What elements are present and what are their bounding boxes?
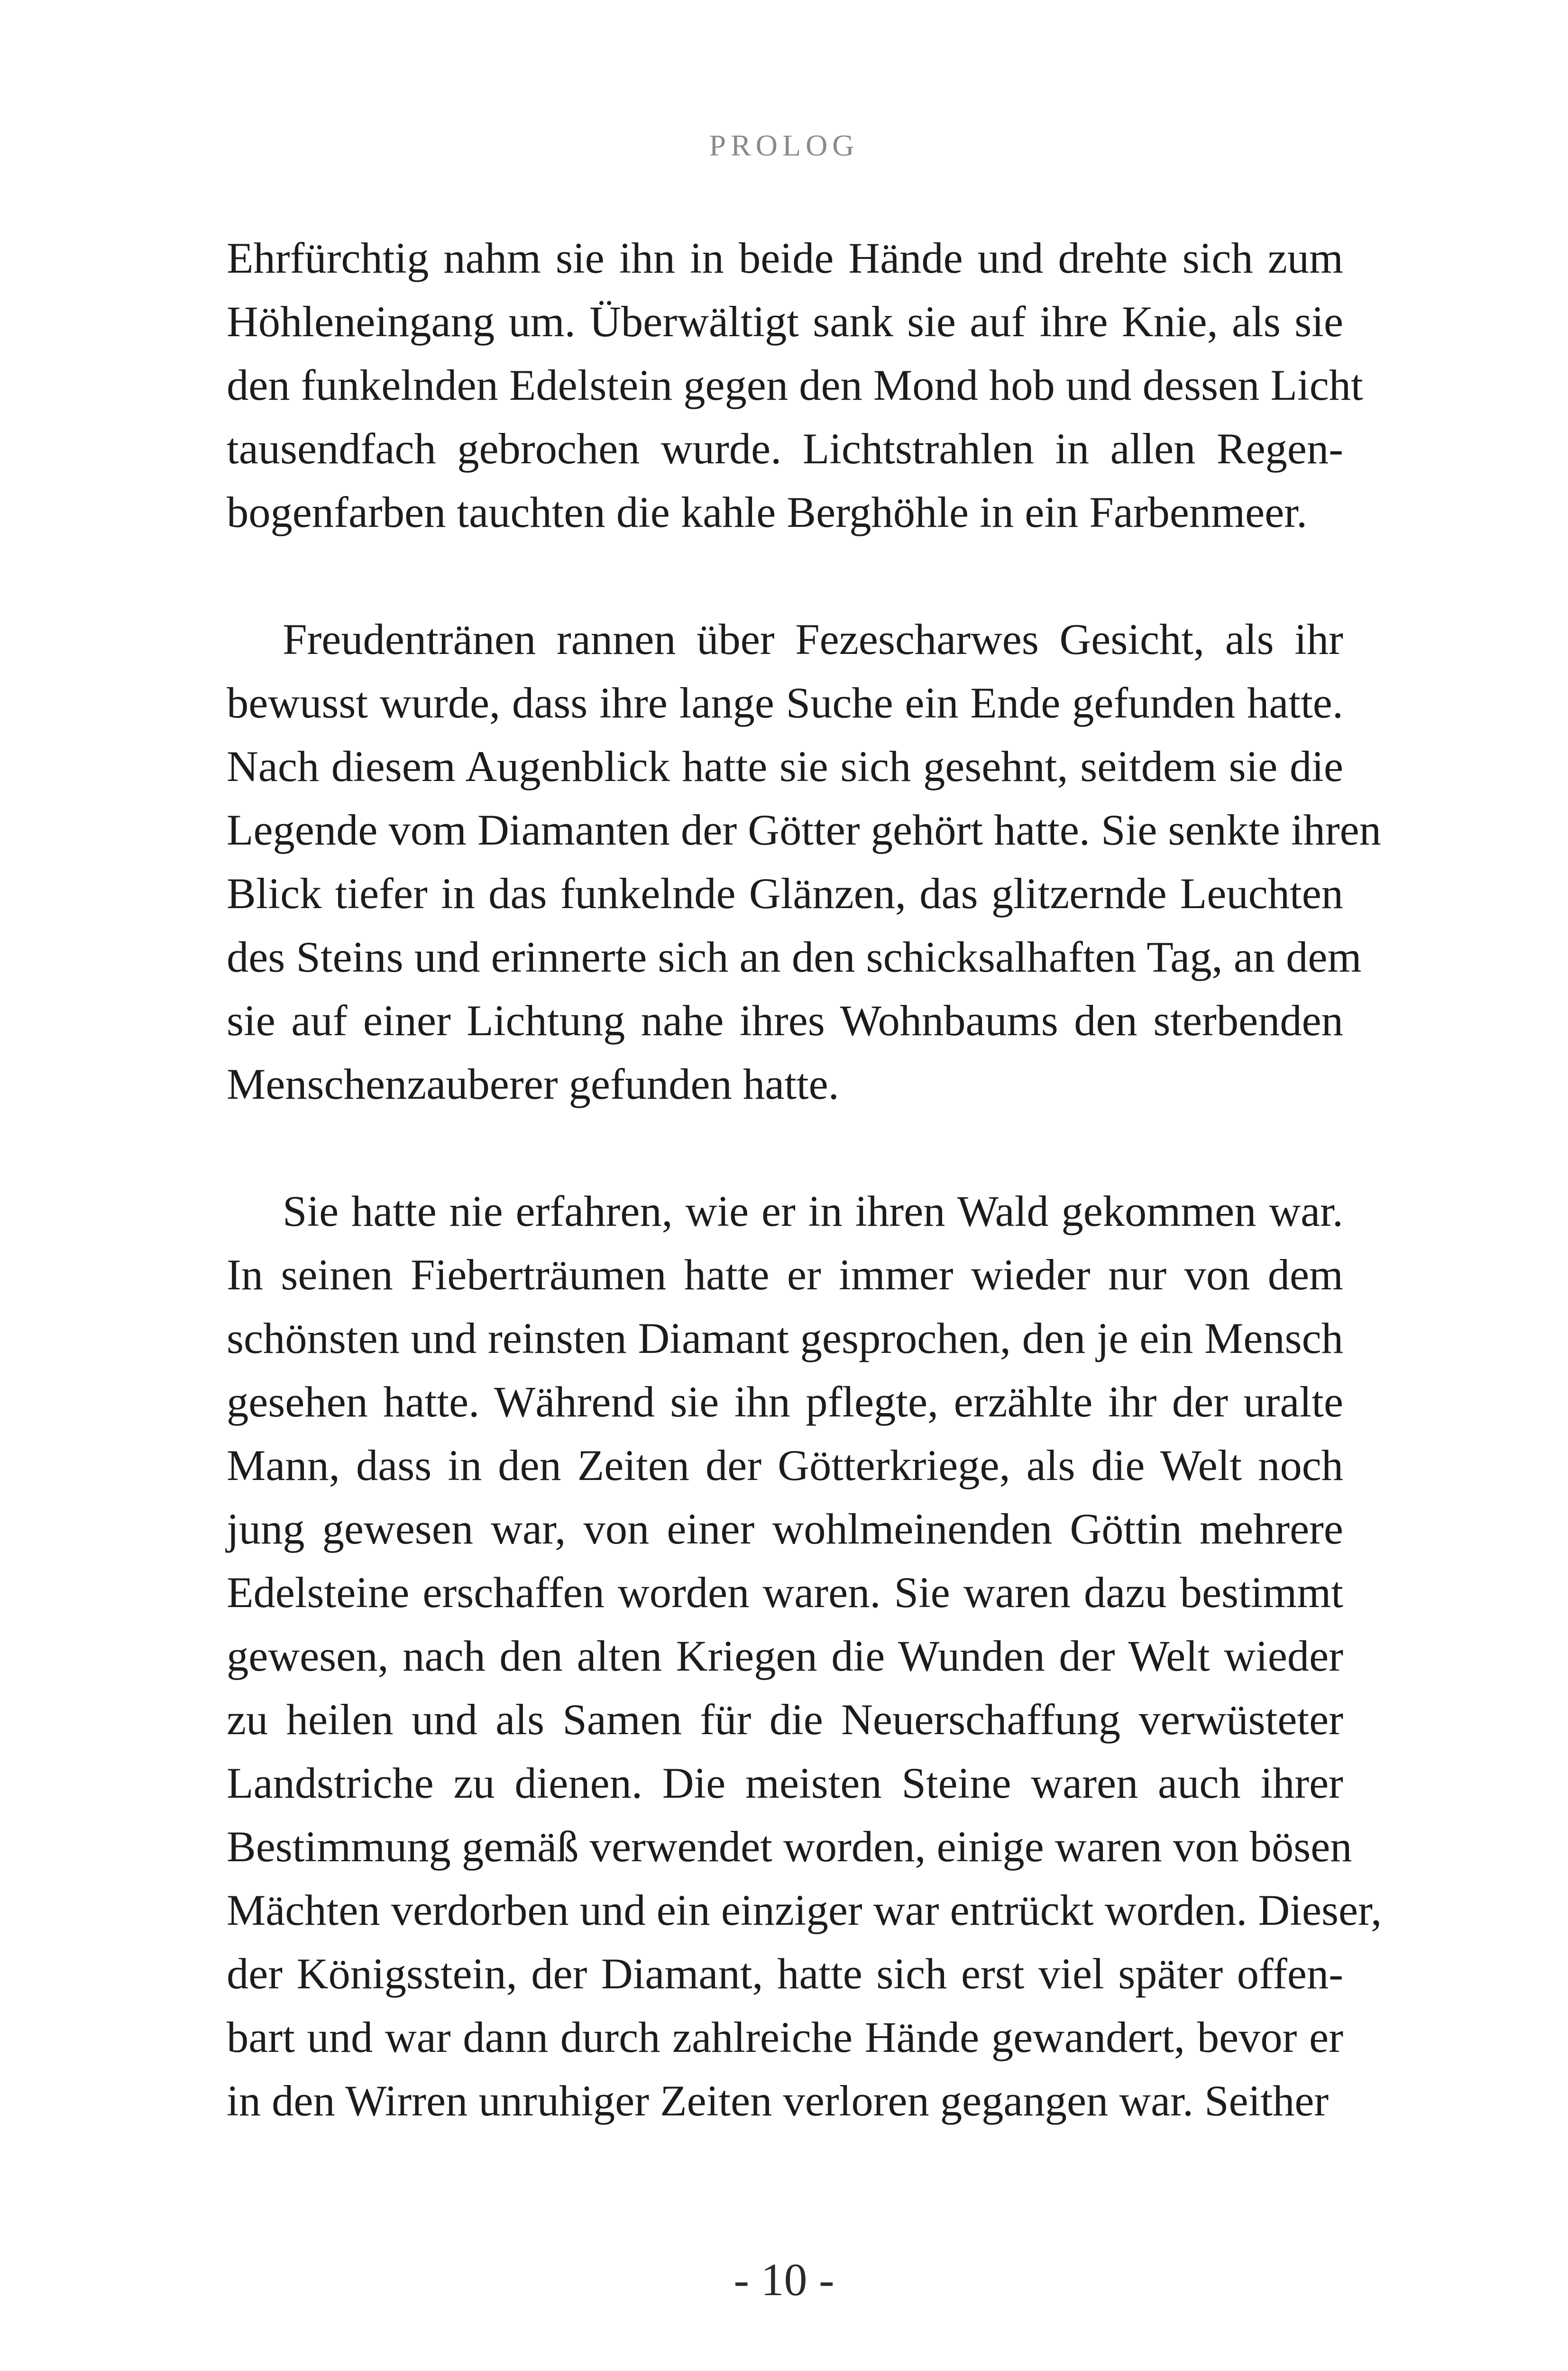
text-line: In seinen Fieberträumen hatte er immer wieder nur von dem	[227, 1251, 1343, 1299]
page-number: - 10 -	[734, 2254, 834, 2306]
text-line: Sie hatte nie erfahren, wie er in ihren Wald gekommen war.	[283, 1187, 1343, 1236]
text-line: Höhleneingang um. Überwältigt sank sie auf ihre Knie, als sie	[227, 298, 1343, 346]
paragraph-2	[227, 608, 1381, 1116]
text-line: schönsten und reinsten Diamant gesprochen, den je ein Mensch	[227, 1314, 1343, 1363]
text-line: gesehen hatte. Während sie ihn pflegte, erzählte ihr der uralte	[227, 1378, 1343, 1426]
paragraph-gap	[227, 1116, 1343, 1180]
text-line: Edelsteine erschaffen worden waren. Sie waren dazu bestimmt	[227, 1569, 1343, 1617]
text-line: den funkelnden Edelstein gegen den Mond hob und dessen Licht	[227, 361, 1363, 410]
body-text	[227, 227, 1382, 2133]
paragraph-1	[227, 227, 1363, 544]
text-line: zu heilen und als Samen für die Neuerschaffung verwüsteter	[227, 1696, 1343, 1744]
paragraph-3	[227, 1180, 1382, 2133]
text-line: bart und war dann durch zahlreiche Hände gewandert, bevor er	[227, 2013, 1343, 2062]
text-line: in den Wirren unruhiger Zeiten verloren gegangen war. Seither	[227, 2077, 1329, 2125]
text-line: gewesen, nach den alten Kriegen die Wunden der Welt wieder	[227, 1632, 1343, 1681]
text-line: tausendfach gebrochen wurde. Lichtstrahlen in allen Regen-	[227, 425, 1343, 473]
paragraph-gap	[227, 544, 1343, 608]
text-line: Ehrfürchtig nahm sie ihn in beide Hände und drehte sich zum	[227, 234, 1343, 283]
text-line: bewusst wurde, dass ihre lange Suche ein Ende gefunden hatte.	[227, 679, 1343, 727]
text-line: Bestimmung gemäß verwendet worden, einige waren von bösen	[227, 1823, 1352, 1871]
text-line: des Steins und erinnerte sich an den schicksalhaften Tag, an dem	[227, 933, 1362, 982]
text-line: der Königsstein, der Diamant, hatte sich erst viel später offen-	[227, 1950, 1343, 1998]
text-line: bogenfarben tauchten die kahle Berghöhle in ein Farbenmeer.	[227, 488, 1308, 537]
running-head: PROLOG	[709, 129, 859, 162]
text-line: Legende vom Diamanten der Götter gehört hatte. Sie senkte ihren	[227, 806, 1381, 855]
text-line: Mächten verdorben und ein einziger war entrückt worden. Dieser,	[227, 1886, 1382, 1935]
text-line: Freudentränen rannen über Fezescharwes Gesicht, als ihr	[283, 616, 1343, 664]
text-line: Menschenzauberer gefunden hatte.	[227, 1060, 839, 1109]
text-line: Nach diesem Augenblick hatte sie sich gesehnt, seitdem sie die	[227, 743, 1343, 791]
text-line: Blick tiefer in das funkelnde Glänzen, das glitzernde Leuchten	[227, 870, 1343, 918]
text-line: Landstriche zu dienen. Die meisten Steine waren auch ihrer	[227, 1759, 1343, 1808]
text-line: sie auf einer Lichtung nahe ihres Wohnbaums den sterbenden	[227, 997, 1343, 1045]
text-line: jung gewesen war, von einer wohlmeinenden Göttin mehrere	[227, 1505, 1343, 1553]
text-line: Mann, dass in den Zeiten der Götterkriege, als die Welt noch	[227, 1442, 1343, 1490]
